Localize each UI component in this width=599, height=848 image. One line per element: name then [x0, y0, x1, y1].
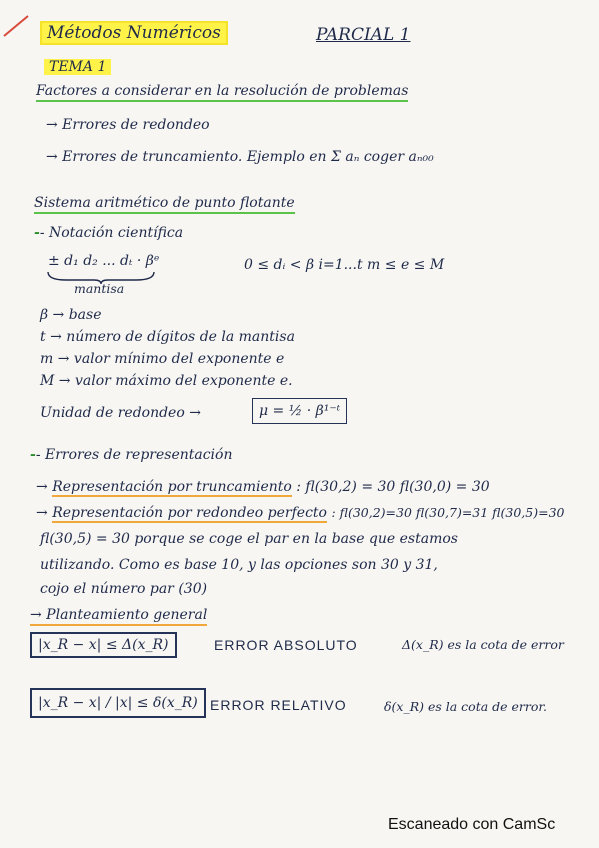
redondeo-note-1: fl(30,5) = 30 porque se coge el par en la base que estamos [40, 531, 458, 547]
notacion-conditions: 0 ≤ dᵢ < β i=1...t m ≤ e ≤ M [244, 257, 445, 273]
def-min-exp: m → valor mínimo del exponente e [40, 351, 285, 367]
intro-bullet-truncamiento: → Errores de truncamiento. Ejemplo en Σ aₙ coger aₙ₀₀ [46, 149, 434, 165]
rel-formula: |x_R − x| / |x| ≤ δ(x_R) [30, 688, 206, 718]
redondeo-note-3: cojo el número par (30) [40, 581, 208, 597]
def-max-exp: M → valor máximo del exponente e. [40, 373, 293, 389]
def-digitos: t → número de dígitos de la mantisa [40, 329, 295, 345]
abs-note: Δ(x_R) es la cota de error [402, 637, 564, 652]
sistema-heading: Sistema aritmético de punto flotante [34, 194, 295, 214]
rel-label: ERROR RELATIVO [210, 697, 347, 713]
redondeo-row: → Representación por redondeo perfecto : fl(30,2)=30 fl(30,7)=31 fl(30,5)=30 [36, 505, 565, 521]
margin-mark [0, 10, 40, 40]
mantisa-label: mantisa [74, 281, 125, 296]
scanner-watermark: Escaneado con CamSc [388, 816, 556, 833]
intro-bullet-redondeo: → Errores de redondeo [46, 117, 210, 133]
unidad-label: Unidad de redondeo → [40, 405, 201, 421]
tema-label: TEMA 1 [44, 58, 111, 76]
redondeo-note-2: utilizando. Como es base 10, y las opciones son 30 y 31, [40, 557, 438, 573]
page-title: Métodos Numéricos [40, 24, 228, 42]
planteamiento-label: → Planteamiento general [30, 606, 207, 626]
notacion-formula: ± d₁ d₂ ... dₜ · βᵉ [48, 253, 160, 269]
notacion-label: -- Notación científica [34, 225, 184, 241]
intro-heading: Factores a considerar en la resolución de problemas [36, 82, 408, 102]
def-base: β → base [40, 307, 102, 323]
unidad-formula: μ = ½ · β¹⁻ᵗ [252, 398, 347, 424]
truncamiento-row: → Representación por truncamiento : fl(30,2) = 30 fl(30,0) = 30 [36, 479, 490, 495]
errores-heading: -- Errores de representación [30, 447, 233, 463]
rel-note: δ(x_R) es la cota de error. [384, 699, 547, 714]
abs-label: ERROR ABSOLUTO [214, 637, 358, 653]
abs-formula: |x_R − x| ≤ Δ(x_R) [30, 632, 177, 658]
parcial-label: PARCIAL 1 [316, 25, 411, 45]
